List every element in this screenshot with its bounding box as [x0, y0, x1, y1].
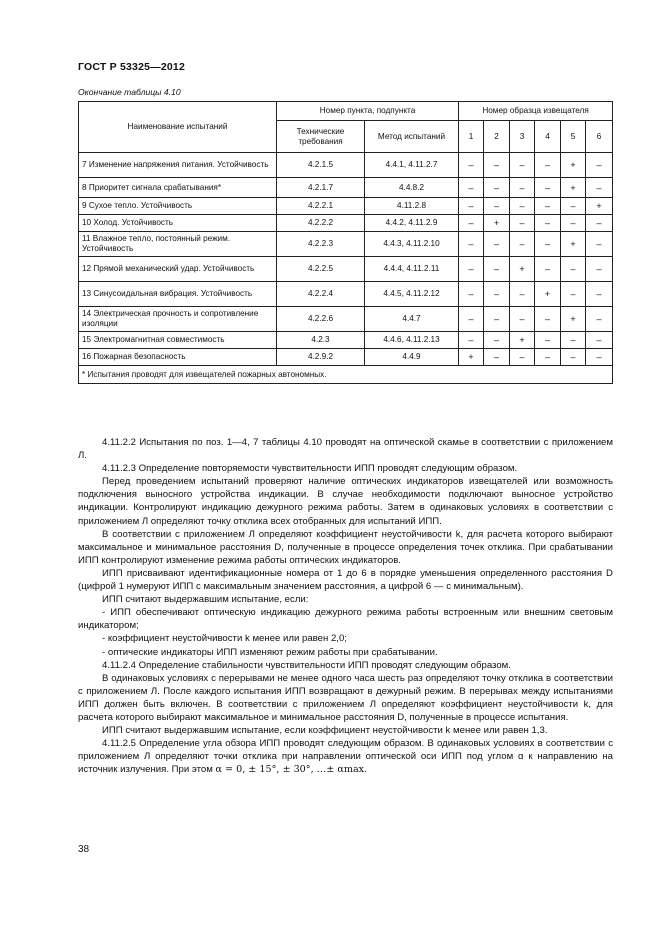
- sample-mark-cell: –: [535, 332, 561, 349]
- sample-mark-cell: –: [484, 307, 510, 332]
- test-method-cell: 4.4.7: [365, 307, 459, 332]
- table-row: [79, 153, 613, 178]
- tech-requirements-cell: 4.2.2.3: [277, 232, 365, 257]
- table-row: [79, 215, 613, 232]
- col-header-method: Метод испытаний: [365, 121, 459, 153]
- table-caption: Окончание таблицы 4.10: [78, 87, 181, 97]
- test-method-cell: 4.4.3, 4.11.2.10: [365, 232, 459, 257]
- body-paragraph: В одинаковых условиях с перерывами не менее одного часа шесть раз определяют точку отклика в соответствии с приложением Л. После каждого испытания ИПП возвращают в дежурный режим. В перерывах между испытаниями ИПП должен быть включен. В соответствии с приложением Л определяют коэффициент неустойчивости k, для расчета которого выбирают максимальное и минимальное расстояния D, полученные в процессе испытания.: [78, 672, 613, 723]
- sample-mark-cell: –: [586, 232, 613, 257]
- sample-mark-cell: –: [586, 282, 613, 307]
- col-header-sample-2: 2: [484, 121, 510, 153]
- table-row: [79, 282, 613, 307]
- body-paragraph: - коэффициент неустойчивости k менее или равен 2,0;: [102, 633, 347, 645]
- test-method-cell: 4.11.2.8: [365, 198, 459, 215]
- sample-mark-cell: –: [459, 232, 484, 257]
- test-name-cell: 12 Прямой механический удар. Устойчивость: [79, 257, 277, 282]
- sample-mark-cell: –: [561, 349, 586, 366]
- sample-mark-cell: –: [510, 232, 535, 257]
- sample-mark-cell: –: [484, 282, 510, 307]
- sample-mark-cell: –: [484, 153, 510, 178]
- sample-mark-cell: +: [561, 153, 586, 178]
- sample-mark-cell: –: [484, 178, 510, 198]
- table-footnote: * Испытания проводят для извещателей пожарных автономных.: [79, 366, 613, 384]
- body-paragraph: ИПП присваивают идентификационные номера от 1 до 6 в порядке уменьшения определенного расстояния D (цифрой 1 нумеруют ИПП с максимальным значением расстояния, а цифрой 6 — с минимальным).: [78, 567, 613, 593]
- sample-mark-cell: –: [586, 178, 613, 198]
- sample-mark-cell: –: [535, 232, 561, 257]
- col-header-group-clauses: Номер пункта, подпункта: [277, 102, 459, 121]
- sample-mark-cell: –: [561, 215, 586, 232]
- sample-mark-cell: +: [459, 349, 484, 366]
- sample-mark-cell: –: [561, 332, 586, 349]
- test-method-cell: 4.4.2, 4.11.2.9: [365, 215, 459, 232]
- tech-requirements-cell: 4.2.1.5: [277, 153, 365, 178]
- sample-mark-cell: –: [586, 332, 613, 349]
- col-header-sample-6: 6: [586, 121, 613, 153]
- sample-mark-cell: –: [459, 178, 484, 198]
- body-paragraph: ИПП считают выдержавшим испытание, если:: [102, 594, 309, 606]
- sample-mark-cell: –: [535, 257, 561, 282]
- sample-mark-cell: –: [510, 282, 535, 307]
- test-name-cell: 13 Синусоидальная вибрация. Устойчивость: [79, 282, 277, 307]
- sample-mark-cell: –: [535, 215, 561, 232]
- body-paragraph: ИПП считают выдержавшим испытание, если коэффициент неустойчивости k менее или равен 1,3.: [102, 725, 548, 737]
- sample-mark-cell: –: [561, 282, 586, 307]
- sample-mark-cell: –: [459, 215, 484, 232]
- test-method-cell: 4.4.8.2: [365, 178, 459, 198]
- sample-mark-cell: +: [561, 178, 586, 198]
- col-header-name: Наименование испытаний: [79, 102, 277, 153]
- sample-mark-cell: –: [561, 257, 586, 282]
- sample-mark-cell: +: [535, 282, 561, 307]
- sample-mark-cell: –: [484, 349, 510, 366]
- table-row: [79, 349, 613, 366]
- col-header-sample-3: 3: [510, 121, 535, 153]
- table-row: [79, 198, 613, 215]
- tech-requirements-cell: 4.2.2.5: [277, 257, 365, 282]
- document-header: ГОСТ Р 53325—2012: [78, 61, 186, 73]
- col-header-tech: Технические требования: [277, 121, 365, 153]
- sample-mark-cell: –: [459, 153, 484, 178]
- table-row: [79, 332, 613, 349]
- tech-requirements-cell: 4.2.1.7: [277, 178, 365, 198]
- sample-mark-cell: –: [484, 257, 510, 282]
- sample-mark-cell: +: [484, 215, 510, 232]
- table-row: [79, 257, 613, 282]
- sample-mark-cell: +: [586, 198, 613, 215]
- table-row: [79, 307, 613, 332]
- sample-mark-cell: +: [510, 257, 535, 282]
- body-paragraph: 4.11.2.5 Определение угла обзора ИПП проводят следующим образом. В одинаковых условиях в соответствии с приложением Л определяют точки отклика при направлении оптической оси ИПП под углом α к направлению на источник излучения. При этом α = 0, ± 15°, ± 30°, …± αmax.: [78, 738, 613, 776]
- sample-mark-cell: –: [484, 232, 510, 257]
- test-name-cell: 10 Холод. Устойчивость: [79, 215, 277, 232]
- sample-mark-cell: –: [535, 349, 561, 366]
- sample-mark-cell: –: [535, 198, 561, 215]
- tech-requirements-cell: 4.2.2.1: [277, 198, 365, 215]
- sample-mark-cell: –: [586, 153, 613, 178]
- sample-mark-cell: –: [561, 198, 586, 215]
- body-text: [78, 436, 613, 776]
- test-method-cell: 4.4.1, 4.11.2.7: [365, 153, 459, 178]
- sample-mark-cell: +: [561, 307, 586, 332]
- body-paragraph: 4.11.2.3 Определение повторяемости чувствительности ИПП проводят следующим образом.: [102, 463, 518, 475]
- tech-requirements-cell: 4.2.9.2: [277, 349, 365, 366]
- sample-mark-cell: –: [510, 178, 535, 198]
- col-header-group-samples: Номер образца извещателя: [459, 102, 613, 121]
- test-name-cell: 7 Изменение напряжения питания. Устойчивость: [79, 153, 277, 178]
- sample-mark-cell: –: [586, 349, 613, 366]
- sample-mark-cell: +: [561, 232, 586, 257]
- test-method-cell: 4.4.5, 4.11.2.12: [365, 282, 459, 307]
- sample-mark-cell: –: [459, 257, 484, 282]
- sample-mark-cell: –: [484, 198, 510, 215]
- sample-mark-cell: –: [459, 282, 484, 307]
- test-method-cell: 4.4.4, 4.11.2.11: [365, 257, 459, 282]
- tech-requirements-cell: 4.2.3: [277, 332, 365, 349]
- test-method-cell: 4.4.9: [365, 349, 459, 366]
- test-name-cell: 11 Влажное тепло, постоянный режим. Устойчивость: [79, 232, 277, 257]
- col-header-sample-1: 1: [459, 121, 484, 153]
- table-row: [79, 232, 613, 257]
- body-paragraph: - ИПП обеспечивают оптическую индикацию дежурного режима работы встроенным или внешним световым индикатором;: [78, 607, 613, 632]
- sample-mark-cell: –: [510, 215, 535, 232]
- page-number: 38: [78, 844, 90, 855]
- tech-requirements-cell: 4.2.2.6: [277, 307, 365, 332]
- sample-mark-cell: –: [535, 307, 561, 332]
- test-method-cell: 4.4.6, 4.11.2.13: [365, 332, 459, 349]
- tech-requirements-cell: 4.2.2.2: [277, 215, 365, 232]
- sample-mark-cell: –: [510, 307, 535, 332]
- body-paragraph: В соответствии с приложением Л определяют коэффициент неустойчивости k, для расчета которого выбирают максимальное и минимальное расстояния D, полученные в процессе определения точек отклика. При срабатывании ИПП контролируют изменение режима работы оптических индикаторов.: [78, 528, 613, 566]
- test-name-cell: 16 Пожарная безопасность: [79, 349, 277, 366]
- body-paragraph: 4.11.2.2 Испытания по поз. 1—4, 7 таблицы 4.10 проводят на оптической скамье в соответствии с приложением Л.: [78, 437, 613, 462]
- sample-mark-cell: –: [535, 153, 561, 178]
- body-paragraph: Перед проведением испытаний проверяют наличие оптических индикаторов извещателей или возможность подключения выносного устройства индикации. В случае необходимости подключают выносное устройство индикации. Контролируют индикацию дежурного режима работы. Затем в одинаковых условиях в соответствии с приложением Л определяют точку отклика всех отобранных для испытаний ИПП.: [78, 476, 613, 527]
- col-header-sample-4: 4: [535, 121, 561, 153]
- angle-formula: α = 0, ± 15°, ± 30°, …± αmax.: [215, 764, 368, 776]
- sample-mark-cell: –: [510, 198, 535, 215]
- col-header-sample-5: 5: [561, 121, 586, 153]
- sample-mark-cell: –: [535, 178, 561, 198]
- sample-mark-cell: –: [484, 332, 510, 349]
- test-table: [78, 101, 613, 384]
- body-paragraph: - оптические индикаторы ИПП изменяют режим работы при срабатывании.: [102, 646, 438, 658]
- sample-mark-cell: –: [586, 307, 613, 332]
- sample-mark-cell: +: [510, 332, 535, 349]
- sample-mark-cell: –: [459, 307, 484, 332]
- sample-mark-cell: –: [459, 198, 484, 215]
- test-name-cell: 14 Электрическая прочность и сопротивление изоляции: [79, 307, 277, 332]
- table-row: [79, 178, 613, 198]
- sample-mark-cell: –: [586, 257, 613, 282]
- test-name-cell: 15 Электромагнитная совместимость: [79, 332, 277, 349]
- sample-mark-cell: –: [586, 215, 613, 232]
- test-name-cell: 8 Приоритет сигнала срабатывания*: [79, 178, 277, 198]
- sample-mark-cell: –: [510, 153, 535, 178]
- tech-requirements-cell: 4.2.2.4: [277, 282, 365, 307]
- sample-mark-cell: –: [510, 349, 535, 366]
- sample-mark-cell: –: [459, 332, 484, 349]
- test-name-cell: 9 Сухое тепло. Устойчивость: [79, 198, 277, 215]
- body-paragraph: 4.11.2.4 Определение стабильности чувствительности ИПП проводят следующим образом.: [102, 659, 511, 671]
